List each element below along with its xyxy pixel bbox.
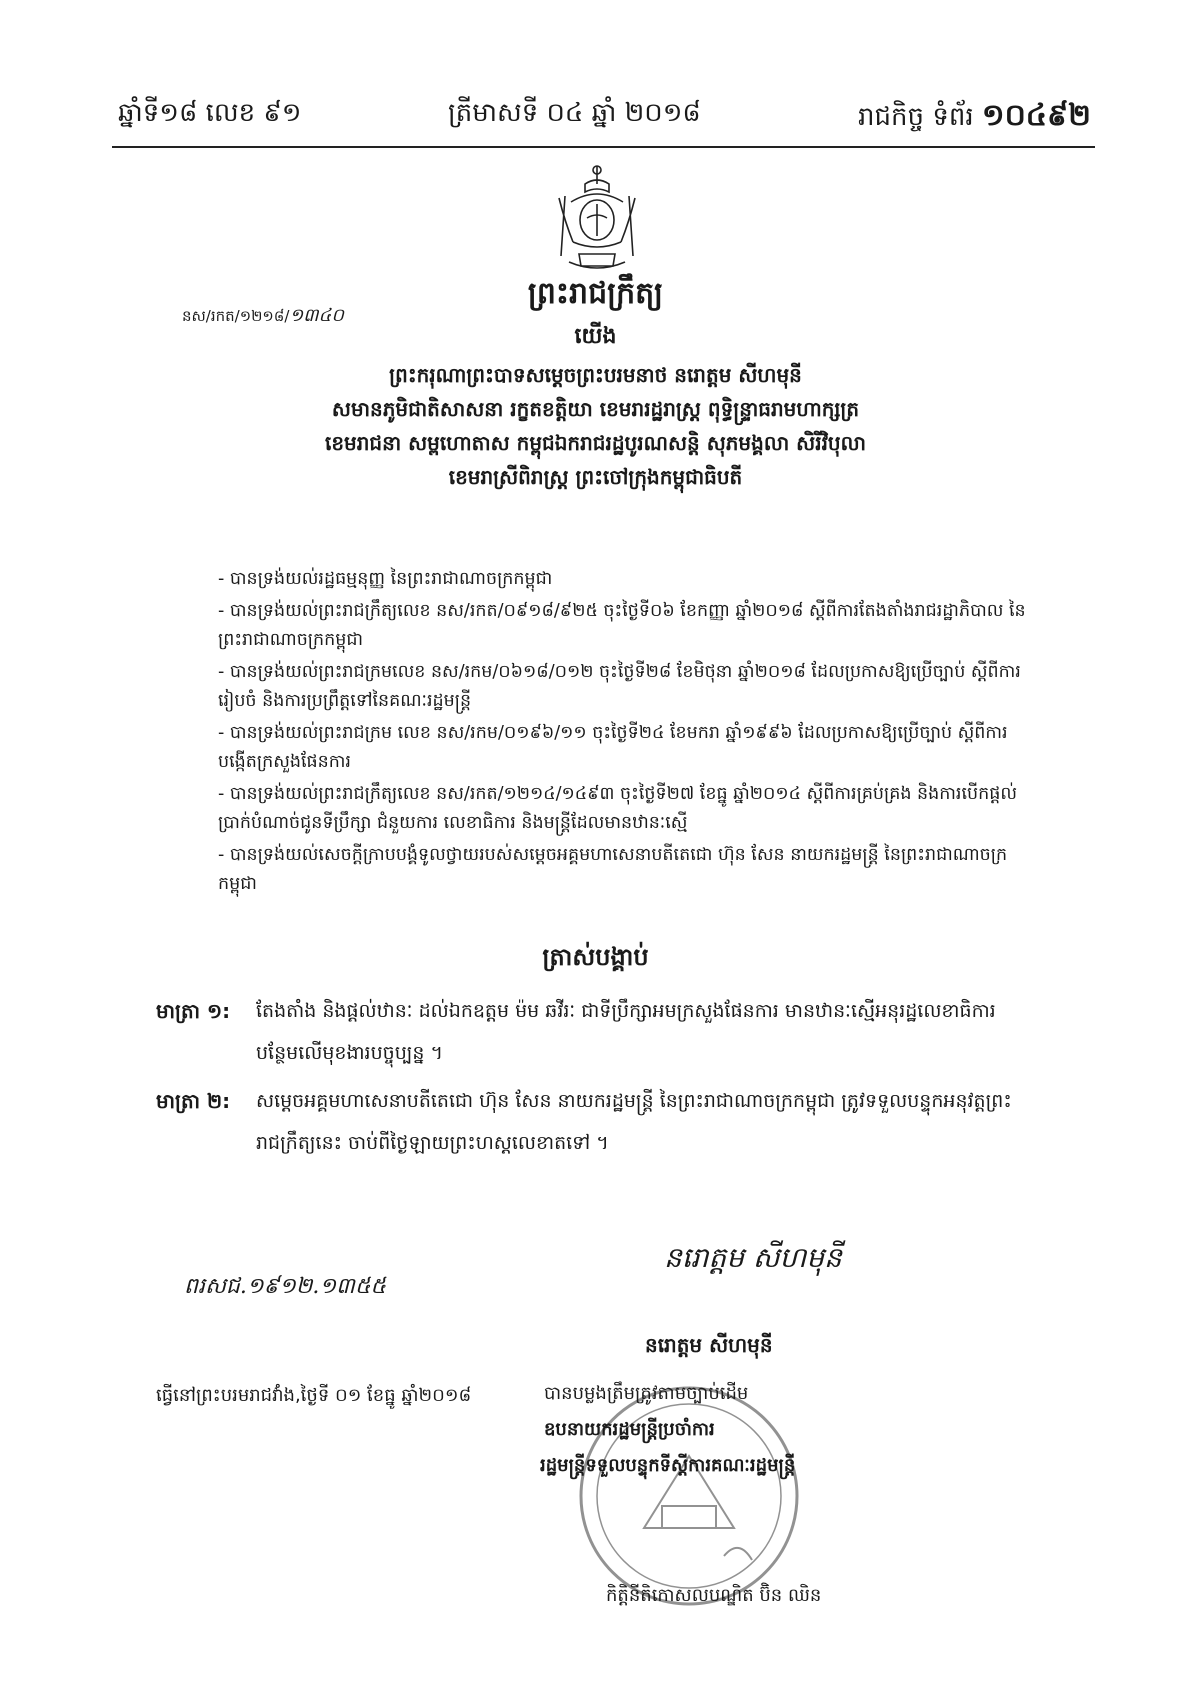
king-title-line: សមានភូមិជាតិសាសនា រក្ខតខត្តិយា ខេមរារដ្ឋរាស្ត្រ ពុទ្ធិន្ទ្រាធរាមហាក្សត្រ — [331, 397, 860, 421]
article-text: តែងតាំង និងផ្តល់ឋានៈ ដល់ឯកឧត្តម ម៉ម ឆវីរៈ ជាទីប្រឹក្សាអមក្រសួងផែនការ មានឋានៈស្មើអនុរដ្ឋលេខាធិការ បន្ថែមលើមុខងារបច្ចុប្បន្ន ។ — [256, 1000, 996, 1064]
preamble-item: - បានទ្រង់យល់សេចក្តីក្រាបបង្គំទូលថ្វាយរបស់សម្តេចអគ្គមហាសេនាបតីតេជោ ហ៊ុន សែន នាយករដ្ឋមន្ត្រី នៃព្រះរាជាណាចក្រកម្ពុជា — [218, 845, 1008, 894]
countersign-line: រដ្ឋមន្ត្រីទទួលបន្ទុកទីស្តីការគណៈរដ្ឋមន្ត្រី — [540, 1455, 796, 1476]
preamble-item: - បានទ្រង់យល់ព្រះរាជក្រម លេខ នស/រកម/០១៩៦/១១ ចុះថ្ងៃទី២៤ ខែមករា ឆ្នាំ១៩៩៦ ដែលប្រកាសឱ្យប្រើច្បាប់ ស្តីពីការបង្កើតក្រសួងផែនការ — [218, 723, 1008, 772]
closing-signatory: កិត្តិនីតិកោសលបណ្ឌិត ប៊ិន ឈិន — [606, 1585, 822, 1606]
header-date: ត្រីមាសទី ០៤ ឆ្នាំ ២០១៨ — [448, 98, 701, 128]
decree-number-handwritten: ១៣៤០ — [289, 305, 344, 326]
page-number: ១០៤៩២ — [981, 98, 1091, 133]
article — [0, 1080, 1191, 1170]
header-rule — [112, 146, 1095, 148]
decree-title: ព្រះរាជក្រឹត្យ — [527, 276, 664, 311]
king-title-line: ខេមរាជនា សម្ពហោតាស កម្ពុជឯករាជរដ្ឋបូរណសន្តិ សុភមង្គលា សិរីវិបុលា — [324, 431, 867, 455]
gazette-label: រាជកិច្ច ទំព័រ — [858, 102, 974, 132]
countersign-block — [540, 1376, 960, 1484]
header-year-issue: ឆ្នាំទី១៨ លេខ ៩១ — [118, 98, 302, 128]
countersign-line: បានបម្លងត្រឹមត្រូវតាមច្បាប់ដើម — [544, 1383, 749, 1404]
king-title-line: ព្រះករុណាព្រះបាទសម្តេចព្រះបរមនាថ នរោត្តម សីហមុនី — [389, 363, 802, 387]
king-title-line: ខេមរាស្រីពិរាស្ត្រ ព្រះចៅក្រុងកម្ពុជាធិបតី — [448, 465, 743, 489]
preamble-item: - បានទ្រង់យល់រដ្ឋធម្មនុញ្ញ នៃព្រះរាជាណាចក្រកម្ពុជា — [218, 569, 553, 589]
article-label: មាត្រា ១: — [156, 999, 231, 1023]
king-name: នរោត្តម សីហមុនី — [645, 1333, 773, 1357]
royal-emblem-icon — [551, 162, 643, 274]
article-label: មាត្រា ២: — [156, 1089, 231, 1113]
preamble-item: - បានទ្រង់យល់ព្រះរាជក្រឹត្យលេខ នស/រកត/១២១៤/១៤៩៣ ចុះថ្ងៃទី២៧ ខែធ្នូ ឆ្នាំ២០១៤ ស្តីពីការគ្រប់គ្រង និងការបើកផ្តល់ប្រាក់បំណាច់ជូនទីប្រឹក្សា ជំនួយការ លេខាធិការ និងមន្ត្រីដែលមានឋានៈស្មើ — [218, 784, 1018, 833]
order-heading: ត្រាស់បង្គាប់ — [542, 943, 649, 971]
article — [0, 990, 1191, 1080]
header-page — [858, 96, 1091, 140]
countersign-line: ឧបនាយករដ្ឋមន្ត្រីប្រចាំការ — [544, 1419, 715, 1440]
preamble-item: - បានទ្រង់យល់ព្រះរាជក្រឹត្យលេខ នស/រកត/០៩១៨/៩២៥ ចុះថ្ងៃទី០៦ ខែកញ្ញា ឆ្នាំ២០១៨ ស្តីពីការតែងតាំងរាជរដ្ឋាភិបាល នៃព្រះរាជាណាចក្រកម្ពុជា — [218, 601, 1026, 650]
handwritten-reference: ពរសជ.១៩១២.១៣៥៥ — [184, 1274, 386, 1299]
royal-signature: នរោត្តម សីហមុនី — [664, 1241, 842, 1274]
preamble-item: - បានទ្រង់យល់ព្រះរាជក្រមលេខ នស/រកម/០៦១៨/០១២ ចុះថ្ងៃទី២៨ ខែមិថុនា ឆ្នាំ២០១៨ ដែលប្រកាសឱ្យប្រើច្បាប់ ស្តីពីការរៀបចំ និងការប្រព្រឹត្តទៅនៃគណៈរដ្ឋមន្ត្រី — [218, 662, 1021, 711]
decree-subtitle: យើង — [574, 324, 617, 349]
decree-number-printed: នស/រកត/១២១៨/ — [182, 307, 290, 325]
article-text: សម្តេចអគ្គមហាសេនាបតីតេជោ ហ៊ុន សែន នាយករដ្ឋមន្ត្រី នៃព្រះរាជាណាចក្រកម្ពុជា ត្រូវទទួលបន្ទុកអនុវត្តព្រះរាជក្រឹត្យនេះ ចាប់ពីថ្ងៃឡាយព្រះហស្តលេខាតទៅ ។ — [256, 1090, 1012, 1154]
date-line: ធ្វើនៅព្រះបរមរាជវាំង,ថ្ងៃទី ០១ ខែធ្នូ ឆ្នាំ២០១៨ — [156, 1385, 472, 1406]
